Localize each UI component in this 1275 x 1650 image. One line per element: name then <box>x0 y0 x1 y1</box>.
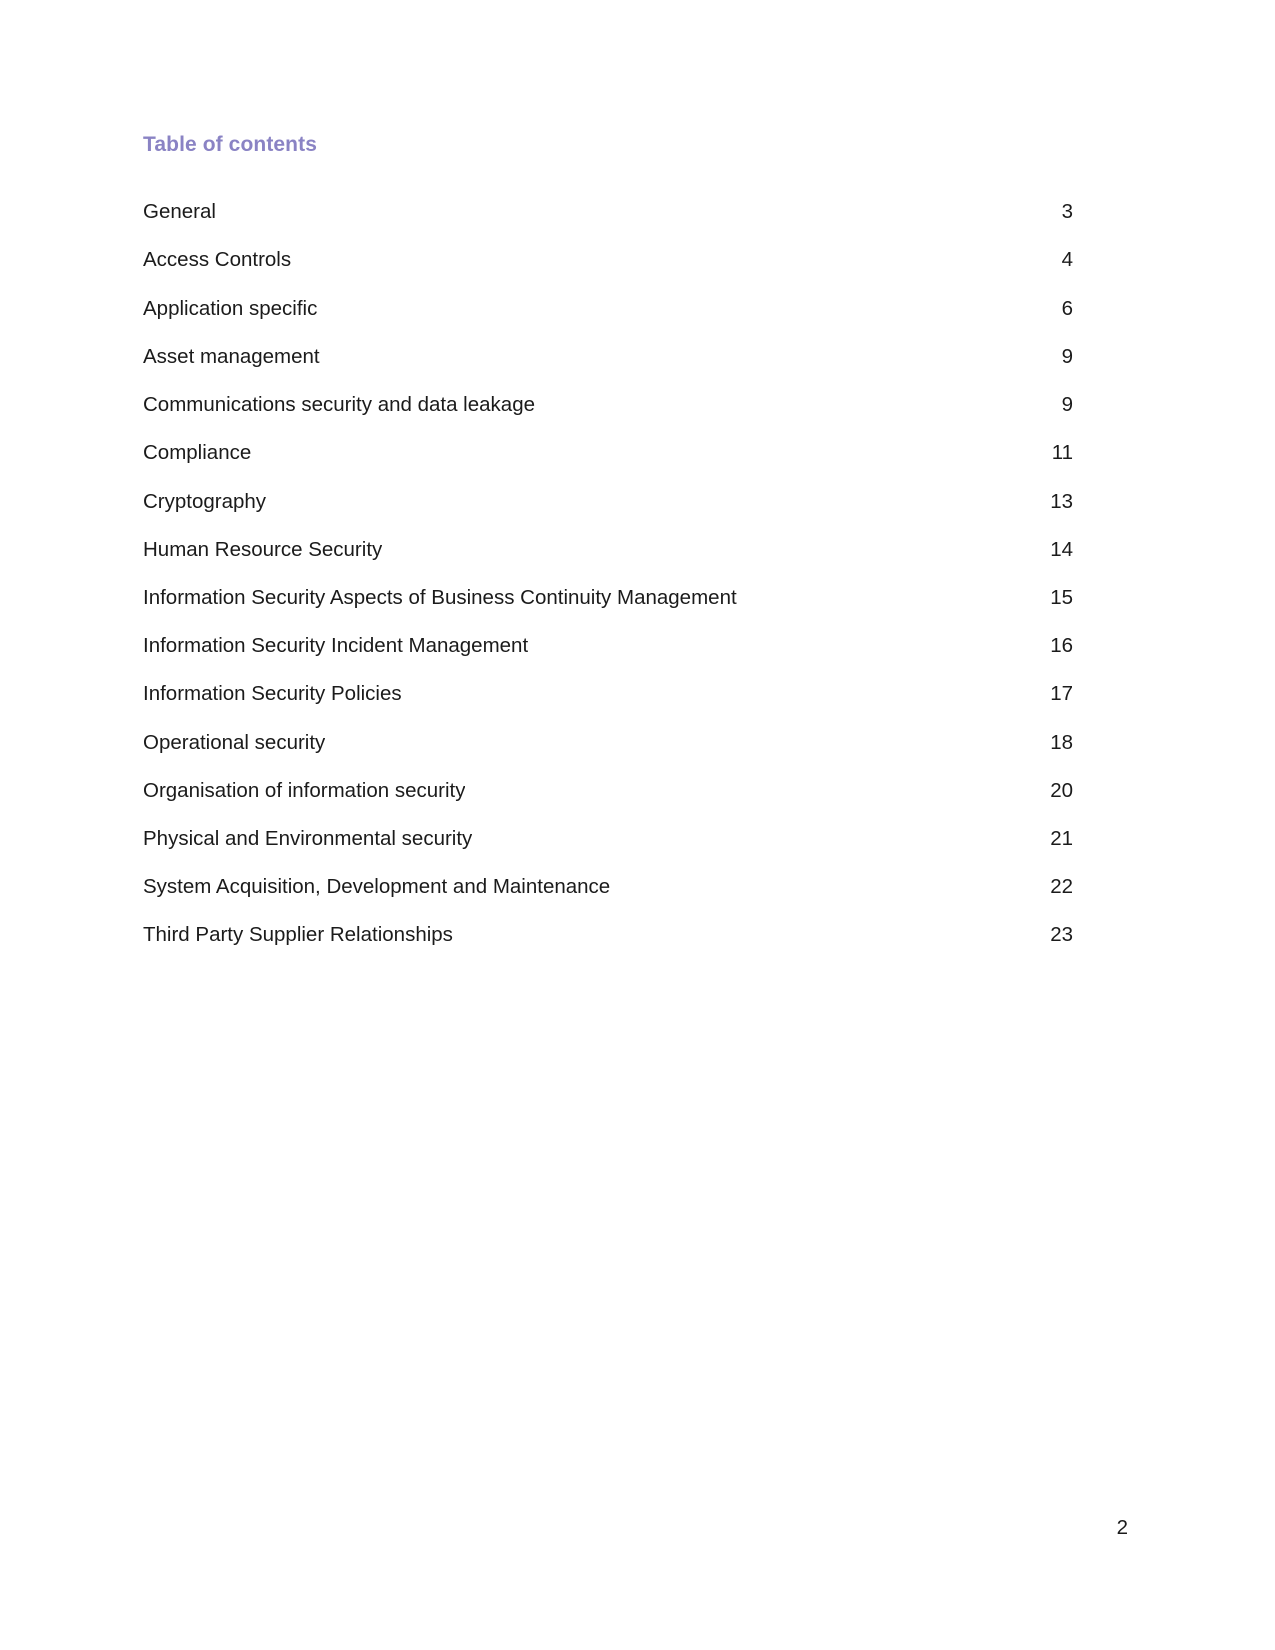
toc-entry[interactable] <box>143 730 1073 756</box>
toc-entry[interactable] <box>143 633 1073 659</box>
toc-entry-page-number: 18 <box>1050 730 1073 754</box>
toc-entry[interactable] <box>143 199 1073 225</box>
toc-entry-title: Human Resource Security <box>143 537 383 561</box>
toc-entry-title: Compliance <box>143 441 252 465</box>
toc-entry-page-number: 21 <box>1050 827 1073 851</box>
toc-entry-page-number: 4 <box>1061 248 1073 272</box>
toc-entry-page-number: 22 <box>1050 875 1073 899</box>
toc-entry-title: Access Controls <box>143 248 292 272</box>
toc-entry-list <box>143 199 1073 948</box>
toc-entry-title: Organisation of information security <box>143 778 466 802</box>
toc-entry-page-number: 23 <box>1050 923 1073 947</box>
toc-entry[interactable] <box>143 922 1073 948</box>
toc-entry-title: Information Security Incident Management <box>143 634 529 658</box>
toc-entry-title: Asset management <box>143 344 320 368</box>
toc-entry[interactable] <box>143 778 1073 804</box>
toc-entry[interactable] <box>143 392 1073 418</box>
toc-entry-page-number: 16 <box>1050 634 1073 658</box>
toc-entry-title: Information Security Aspects of Business Continuity Management <box>143 585 737 609</box>
toc-entry-title: Operational security <box>143 730 326 754</box>
page-title: Table of contents <box>143 133 317 156</box>
toc-entry[interactable] <box>143 826 1073 852</box>
toc-entry[interactable] <box>143 344 1073 370</box>
toc-entry-page-number: 6 <box>1061 296 1073 320</box>
toc-entry-page-number: 15 <box>1050 585 1073 609</box>
toc-entry-page-number: 13 <box>1050 489 1073 513</box>
toc-entry[interactable] <box>143 489 1073 515</box>
toc-entry-title: Information Security Policies <box>143 682 402 706</box>
toc-entry-page-number: 9 <box>1061 393 1073 417</box>
toc-entry[interactable] <box>143 681 1073 707</box>
toc-entry-title: General <box>143 200 216 224</box>
toc-entry[interactable] <box>143 537 1073 563</box>
toc-entry-page-number: 17 <box>1050 682 1073 706</box>
toc-entry-page-number: 20 <box>1050 778 1073 802</box>
toc-entry-title: Cryptography <box>143 489 267 513</box>
toc-entry-page-number: 9 <box>1061 344 1073 368</box>
toc-entry[interactable] <box>143 874 1073 900</box>
toc-entry-title: System Acquisition, Development and Maintenance <box>143 875 611 899</box>
toc-entry-title: Third Party Supplier Relationships <box>143 923 453 947</box>
table-of-contents <box>143 132 1073 971</box>
toc-entry[interactable] <box>143 440 1073 466</box>
footer-page-number: 2 <box>1116 1515 1128 1539</box>
toc-entry[interactable] <box>143 296 1073 322</box>
toc-entry-page-number: 11 <box>1051 441 1073 465</box>
toc-entry[interactable] <box>143 247 1073 273</box>
toc-entry-title: Communications security and data leakage <box>143 393 535 417</box>
toc-entry[interactable] <box>143 585 1073 611</box>
toc-entry-page-number: 14 <box>1050 537 1073 561</box>
toc-entry-page-number: 3 <box>1061 200 1073 224</box>
toc-entry-title: Application specific <box>143 296 318 320</box>
toc-entry-title: Physical and Environmental security <box>143 827 473 851</box>
